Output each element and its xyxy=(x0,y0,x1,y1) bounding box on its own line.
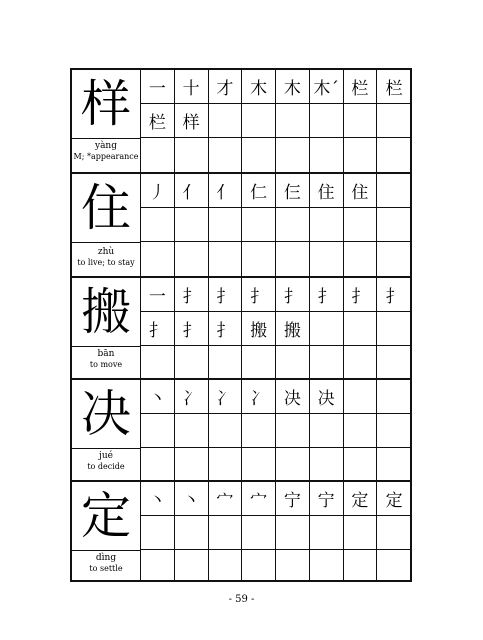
stroke-cell: 宁 xyxy=(310,482,344,515)
stroke-cell xyxy=(377,346,411,380)
stroke-cell: 仁 xyxy=(242,174,276,207)
pinyin: bān xyxy=(97,349,115,359)
char-block-ding xyxy=(72,480,410,582)
stroke-cell: 丶 xyxy=(141,482,175,515)
stroke-cell: 木 xyxy=(242,70,276,103)
stroke-cell: 扌 xyxy=(344,278,378,311)
stroke-cell: 扌 xyxy=(175,312,209,345)
grid-row xyxy=(141,278,411,312)
stroke-cell xyxy=(276,414,310,447)
pinyin: dìng xyxy=(95,553,117,563)
stroke-cell xyxy=(377,208,411,241)
stroke-cell xyxy=(344,414,378,447)
stroke-cell: 木 xyxy=(276,70,310,103)
stroke-cell xyxy=(242,414,276,447)
stroke-cell: 宀 xyxy=(209,482,243,515)
stroke-cell xyxy=(310,312,344,345)
meaning: to decide xyxy=(87,462,125,471)
stroke-cell xyxy=(209,346,243,380)
grid-row xyxy=(141,208,411,242)
char-block-yang xyxy=(72,70,410,172)
pinyin: jué xyxy=(99,451,113,461)
practice-character: 决 xyxy=(81,385,131,443)
char-info xyxy=(72,349,140,370)
stroke-cell xyxy=(209,208,243,241)
char-info xyxy=(72,141,140,162)
stroke-cell xyxy=(344,312,378,345)
stroke-cell xyxy=(377,312,411,345)
practice-character: 样 xyxy=(81,75,131,133)
stroke-cell xyxy=(175,346,209,380)
stroke-cell: 一 xyxy=(141,70,175,103)
stroke-cell xyxy=(141,346,175,380)
stroke-cell xyxy=(377,138,411,172)
stroke-cell: 扌 xyxy=(385,287,403,307)
stroke-cell xyxy=(377,414,411,447)
stroke-cell xyxy=(310,516,344,549)
stroke-cell xyxy=(310,242,344,276)
stroke-cell: 亻 xyxy=(209,174,243,207)
stroke-cell: 定 xyxy=(344,482,378,515)
stroke-cell xyxy=(175,516,209,549)
stroke-cell xyxy=(242,346,276,380)
stroke-cell xyxy=(377,242,411,276)
char-block-jue xyxy=(72,378,410,482)
stroke-cell: 扌 xyxy=(209,312,243,345)
stroke-cell xyxy=(141,550,175,582)
char-block-zhu xyxy=(72,172,410,278)
stroke-cell: 搬 xyxy=(242,312,276,345)
stroke-cell xyxy=(344,380,378,413)
char-info xyxy=(72,553,140,574)
stroke-cell: 定 xyxy=(385,491,403,511)
grid-row xyxy=(141,70,411,104)
stroke-cell: 扌 xyxy=(276,278,310,311)
stroke-cell xyxy=(141,242,175,276)
stroke-cell xyxy=(310,104,344,137)
stroke-cell xyxy=(141,448,175,482)
stroke-cell: 十 xyxy=(175,70,209,103)
stroke-cell xyxy=(344,138,378,172)
stroke-cell xyxy=(310,138,344,172)
stroke-cell: 才 xyxy=(209,70,243,103)
stroke-cell xyxy=(209,448,243,482)
separator-line xyxy=(72,242,140,243)
stroke-cell xyxy=(310,448,344,482)
stroke-cell: 扌 xyxy=(175,278,209,311)
stroke-cell xyxy=(242,448,276,482)
stroke-cell: 宀 xyxy=(242,482,276,515)
stroke-cell xyxy=(377,174,411,207)
stroke-cell xyxy=(276,208,310,241)
stroke-cell xyxy=(310,414,344,447)
grid-row xyxy=(141,138,411,172)
page-number: - 59 - xyxy=(228,594,255,605)
grid-row xyxy=(141,346,411,380)
stroke-cell xyxy=(141,516,175,549)
grid-row xyxy=(141,380,411,414)
stroke-cell: 木ˊ xyxy=(310,70,344,103)
stroke-cell: 冫 xyxy=(242,380,276,413)
stroke-grid xyxy=(140,70,411,172)
stroke-cell: 住 xyxy=(310,174,344,207)
stroke-cell: 一 xyxy=(141,278,175,311)
stroke-cell xyxy=(175,414,209,447)
stroke-cell xyxy=(344,104,378,137)
stroke-cell: 扌 xyxy=(242,278,276,311)
stroke-cell: 住 xyxy=(344,174,378,207)
stroke-cell: 宁 xyxy=(276,482,310,515)
practice-sheet xyxy=(70,68,412,582)
stroke-cell: 栏 xyxy=(344,70,378,103)
char-info xyxy=(72,451,140,472)
meaning: to settle xyxy=(89,564,123,573)
grid-row xyxy=(141,516,411,550)
stroke-cell: 决 xyxy=(276,380,310,413)
stroke-cell xyxy=(209,138,243,172)
grid-row xyxy=(141,550,411,582)
stroke-cell xyxy=(209,550,243,582)
stroke-grid xyxy=(140,174,411,276)
stroke-cell xyxy=(276,448,310,482)
meaning: to live; to stay xyxy=(77,258,135,267)
stroke-grid xyxy=(140,482,411,582)
practice-character: 搬 xyxy=(81,283,131,341)
stroke-cell xyxy=(242,242,276,276)
stroke-cell xyxy=(344,448,378,482)
stroke-cell xyxy=(310,346,344,380)
separator-line xyxy=(72,550,140,551)
stroke-cell xyxy=(276,138,310,172)
stroke-cell xyxy=(242,104,276,137)
stroke-cell: 样 xyxy=(175,104,209,137)
stroke-cell xyxy=(377,380,411,413)
stroke-cell xyxy=(377,104,411,137)
stroke-cell xyxy=(175,550,209,582)
grid-row xyxy=(141,174,411,208)
grid-row xyxy=(141,482,411,516)
grid-row xyxy=(141,414,411,448)
pinyin: yàng xyxy=(94,141,117,151)
stroke-cell xyxy=(276,104,310,137)
stroke-cell: 扌 xyxy=(141,312,175,345)
stroke-cell: 亻 xyxy=(175,174,209,207)
separator-line xyxy=(72,448,140,449)
stroke-cell xyxy=(209,242,243,276)
separator-line xyxy=(72,138,140,139)
stroke-cell: 丶 xyxy=(141,380,175,413)
stroke-cell xyxy=(209,516,243,549)
stroke-grid xyxy=(140,380,411,482)
stroke-cell xyxy=(175,448,209,482)
grid-row xyxy=(141,242,411,276)
stroke-cell xyxy=(209,414,243,447)
stroke-cell: 决 xyxy=(310,380,344,413)
stroke-cell xyxy=(242,516,276,549)
stroke-cell xyxy=(344,208,378,241)
stroke-cell xyxy=(242,138,276,172)
stroke-cell xyxy=(141,414,175,447)
grid-row xyxy=(141,448,411,482)
stroke-cell xyxy=(242,550,276,582)
stroke-cell xyxy=(141,208,175,241)
stroke-cell xyxy=(242,208,276,241)
stroke-cell: 搬 xyxy=(276,312,310,345)
stroke-cell xyxy=(310,550,344,582)
stroke-cell: 冫 xyxy=(175,380,209,413)
stroke-cell: 丶 xyxy=(175,482,209,515)
char-info xyxy=(72,247,140,268)
stroke-cell xyxy=(377,448,411,482)
stroke-cell xyxy=(344,346,378,380)
grid-row xyxy=(141,312,411,346)
stroke-cell xyxy=(175,138,209,172)
stroke-cell xyxy=(175,208,209,241)
stroke-cell xyxy=(344,242,378,276)
stroke-cell xyxy=(276,550,310,582)
practice-character: 定 xyxy=(81,487,131,545)
stroke-cell xyxy=(175,242,209,276)
char-block-ban xyxy=(72,276,410,380)
stroke-grid xyxy=(140,278,411,380)
stroke-cell: 冫 xyxy=(209,380,243,413)
stroke-cell xyxy=(344,516,378,549)
stroke-cell xyxy=(344,550,378,582)
stroke-cell: 栏 xyxy=(385,79,403,99)
separator-line xyxy=(72,346,140,347)
meaning: to move xyxy=(89,360,123,369)
stroke-cell: 栏 xyxy=(141,104,175,137)
stroke-cell xyxy=(141,138,175,172)
stroke-cell xyxy=(310,208,344,241)
stroke-cell xyxy=(276,346,310,380)
stroke-cell: 丿 xyxy=(141,174,175,207)
stroke-cell xyxy=(377,550,411,582)
practice-character: 住 xyxy=(81,179,131,237)
stroke-cell: 仨 xyxy=(276,174,310,207)
grid-row xyxy=(141,104,411,138)
stroke-cell xyxy=(276,242,310,276)
stroke-cell: 扌 xyxy=(209,278,243,311)
stroke-cell xyxy=(209,104,243,137)
stroke-cell xyxy=(377,516,411,549)
stroke-cell: 扌 xyxy=(310,278,344,311)
pinyin: zhù xyxy=(97,247,115,257)
meaning: M; *appearance xyxy=(73,152,139,161)
stroke-cell xyxy=(276,516,310,549)
